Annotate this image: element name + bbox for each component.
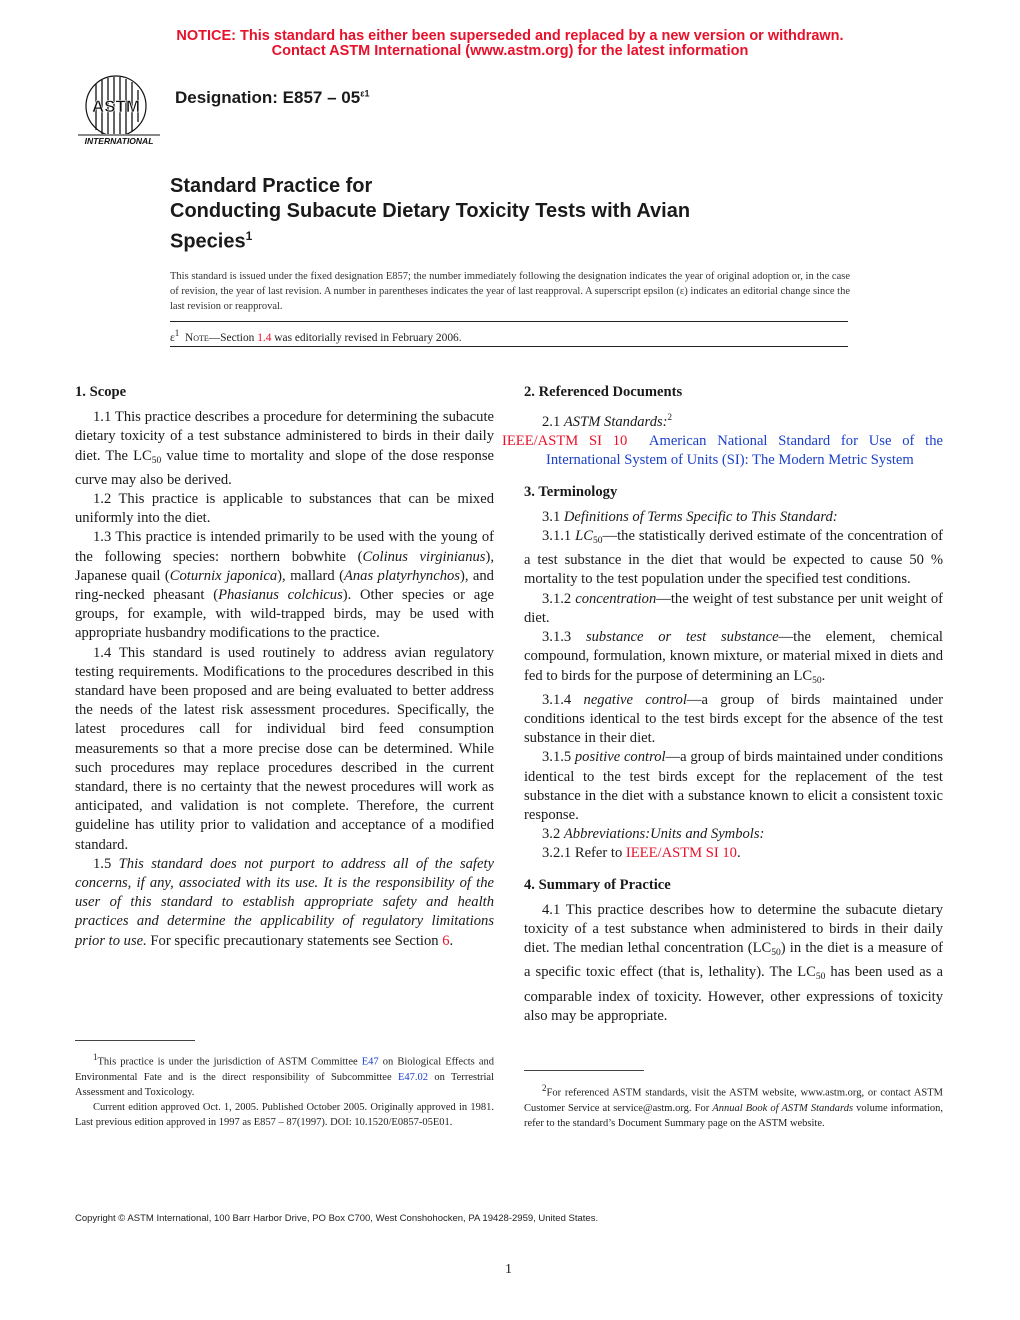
footnote-2: $^2$For referenced ASTM standards, visit the ASTM website, www.astm.org, or contact ASTM Customer Service at service@astm.org. For Annual Book of ASTM Standards volume information, refer to the standard’s Document Summary page on the ASTM website. bbox=[524, 1083, 943, 1129]
note-label: Note bbox=[185, 331, 209, 344]
title-line-2: Conducting Subacute Dietary Toxicity Tests with Avian bbox=[170, 200, 691, 222]
title-line-3: Species bbox=[170, 230, 246, 253]
ieee-si10-title[interactable]: American National Standard for Use of the International System of Units (SI): The Modern Metric System bbox=[546, 433, 943, 469]
title-line-1: Standard Practice for bbox=[170, 175, 373, 197]
term-3-1-5: 3.1.5 positive control—a group of birds maintained under conditions identical to the test birds except for the replacement of the test substance in the diet with a substance known to elicit a consistent toxic response. bbox=[524, 749, 944, 823]
footnote-1: $^1$This practice is under the jurisdiction of ASTM Committee E47 on Biological Effects and Environmental Fate and is the direct responsibility of Subcommittee E47.02 on Terrestrial Assessment and Toxicology. Current edition approved Oct. 1, 2005. Published October 2005. Originally approved in 1981. Last previous edition approved in 1997 as E857 – 87(1997). DOI: 10.1520/E0857-05E01. bbox=[75, 1050, 494, 1131]
section-6-link[interactable]: 6 bbox=[442, 932, 450, 949]
note-epsilon: ε bbox=[170, 331, 175, 344]
notice-line-1: NOTICE: This standard has either been superseded and replaced by a new version or withdrawn. bbox=[176, 28, 844, 44]
divider-top bbox=[170, 321, 848, 322]
notice-line-2: Contact ASTM International (www.astm.org) for the latest information bbox=[271, 43, 749, 59]
scope-1-5: 1.5 This standard does not purport to address all of the safety concerns, if any, associated with its use. It is the responsibility of the user of this standard to establish appropriate safety and health practices and determine the applicability of regulatory limitations prior to use. For specific precautionary statements see Section 6. bbox=[75, 855, 494, 949]
intro-paragraph: This standard is issued under the fixed designation E857; the number immediately following the designation indicates the year of original adoption or, in the case of revision, the year of last revision. A number in parentheses indicates the year of last reapproval. A superscript epsilon (ε) indicates an editorial change since the last revision or reapproval. bbox=[170, 271, 850, 312]
footnote-rule-right bbox=[524, 1070, 644, 1071]
term-3-1-2: 3.1.2 concentration—the weight of test substance per unit weight of diet. bbox=[524, 590, 943, 626]
right-column bbox=[502, 383, 944, 1026]
astm-logo bbox=[74, 72, 162, 150]
document-title bbox=[170, 174, 870, 255]
term-3-1-1: 3.1.1 $LC_{50}—the$ statistically derived estimate of the concentration of a test substance in the diet that would be expected to cause 50 % mortality to the test population under the specified test conditions. bbox=[524, 528, 943, 588]
note-post: was editorially revised in February 2006. bbox=[271, 331, 462, 344]
left-column bbox=[75, 383, 494, 951]
note-sup: 1 bbox=[174, 328, 180, 338]
designation-label: Designation: E857 – 05 bbox=[175, 88, 361, 107]
scope-1-4: 1.4 This standard is used routinely to address avian regulatory testing requirements. Modifications to the procedures described in this standard have been proposed and are being evaluated to better address the needs of the latest risk assessment procedures. Specifically, the latest procedures call for individual bird feed consumption measurements so that a more precise dose can be determined. While such procedures may replace procedures described in the current standard, there is no certainty that the newest procedures will work as anticipated, and validation is not complete. Therefore, the current guideline has utility prior to validation and acceptance of a modified standard. bbox=[75, 644, 494, 853]
note-pre: —Section bbox=[208, 331, 258, 344]
referenced-doc bbox=[502, 432, 943, 470]
editorial-note bbox=[170, 328, 462, 344]
scope-1-2: 1.2 This practice is applicable to substances that can be mixed uniformly into the diet. bbox=[75, 491, 494, 527]
divider-bottom bbox=[170, 346, 848, 347]
e47-02-link[interactable]: E47.02 bbox=[397, 1071, 429, 1083]
summary-heading: 4. Summary of Practice bbox=[524, 876, 671, 893]
footnote-rule-left bbox=[75, 1040, 195, 1041]
logo-caption: INTERNATIONAL bbox=[84, 136, 154, 146]
note-section-link[interactable]: 1.4 bbox=[257, 331, 272, 344]
term-3-1-3: 3.1.3 substance or test substance—the element, chemical compound, formulation, known mixture, or material mixed in diets and fed to birds for the purpose of determining an $LC_{50}$. bbox=[524, 629, 943, 686]
scope-1-3: 1.3 This practice is intended primarily to be used with the young of the following species: northern bobwhite (Colinus virginianus), Japanese quail (Coturnix japonica), mallard (Anas platyrhynchos), and ring-necked pheasant (Phasianus colchicus). Other species or age groups, for example, with wild-trapped birds, may be used with appropriate husbandry modifications to the practice. bbox=[75, 529, 495, 642]
scope-1-1: 1.1 This practice describes a procedure for determining the subacute dietary toxicity of a test substance administered to birds in their daily diet. The $LC_{50}$ value time to mortality and slope of the dose response curve may also be derived. bbox=[75, 409, 494, 488]
referenced-heading: 2. Referenced Documents bbox=[524, 384, 683, 400]
ieee-si10-code[interactable]: IEEE/ASTM SI 10 bbox=[502, 433, 628, 450]
term-3-1: 3.1 Definitions of Terms Specific to This Standard: bbox=[542, 508, 838, 525]
summary-4-1: 4.1 This practice describes how to determine the subacute dietary toxicity of a test substance when administered to birds in their daily diet. The median lethal concentration $(LC_{50})$ in the diet is a measure of a specific toxic effect (that is, lethality). The $LC_{50}$ has been used as a comparable index of toxicity. However, other expressions of toxicity also may be appropriate. bbox=[524, 901, 944, 1024]
logo-mark-text: ASTM bbox=[91, 97, 141, 116]
copyright: Copyright © ASTM International, 100 Barr Harbor Drive, PO Box C700, West Conshohocken, PA 19428-2959, United States. bbox=[75, 1213, 599, 1224]
terminology-heading: 3. Terminology bbox=[524, 483, 618, 500]
e47-link[interactable]: E47 bbox=[361, 1056, 379, 1068]
page-number: 1 bbox=[505, 1262, 512, 1277]
term-3-2-1: 3.2.1 Refer to IEEE/ASTM SI 10. bbox=[542, 845, 741, 862]
designation-sup: ε1 bbox=[360, 88, 370, 99]
term-3-1-4: 3.1.4 negative control—a group of birds maintained under conditions identical to the test birds except for the absence of the test substance in their diet. bbox=[524, 691, 943, 747]
title-footnote-ref[interactable]: 1 bbox=[245, 229, 253, 243]
footnote-1-edition: Current edition approved Oct. 1, 2005. Published October 2005. Originally approved in 1981. Last previous edition approved in 1997 as E857 – 87(1997). DOI: 10.1520/E0857-05E01. bbox=[75, 1102, 494, 1129]
term-3-2: 3.2 Abbreviations:Units and Symbols: bbox=[542, 826, 765, 843]
referenced-2-1: 2.1 ASTM Standards:$^2$ bbox=[542, 412, 673, 431]
designation bbox=[175, 88, 369, 108]
scope-heading: 1. Scope bbox=[75, 384, 127, 400]
si10-ref-link[interactable]: IEEE/ASTM SI 10 bbox=[625, 845, 737, 862]
